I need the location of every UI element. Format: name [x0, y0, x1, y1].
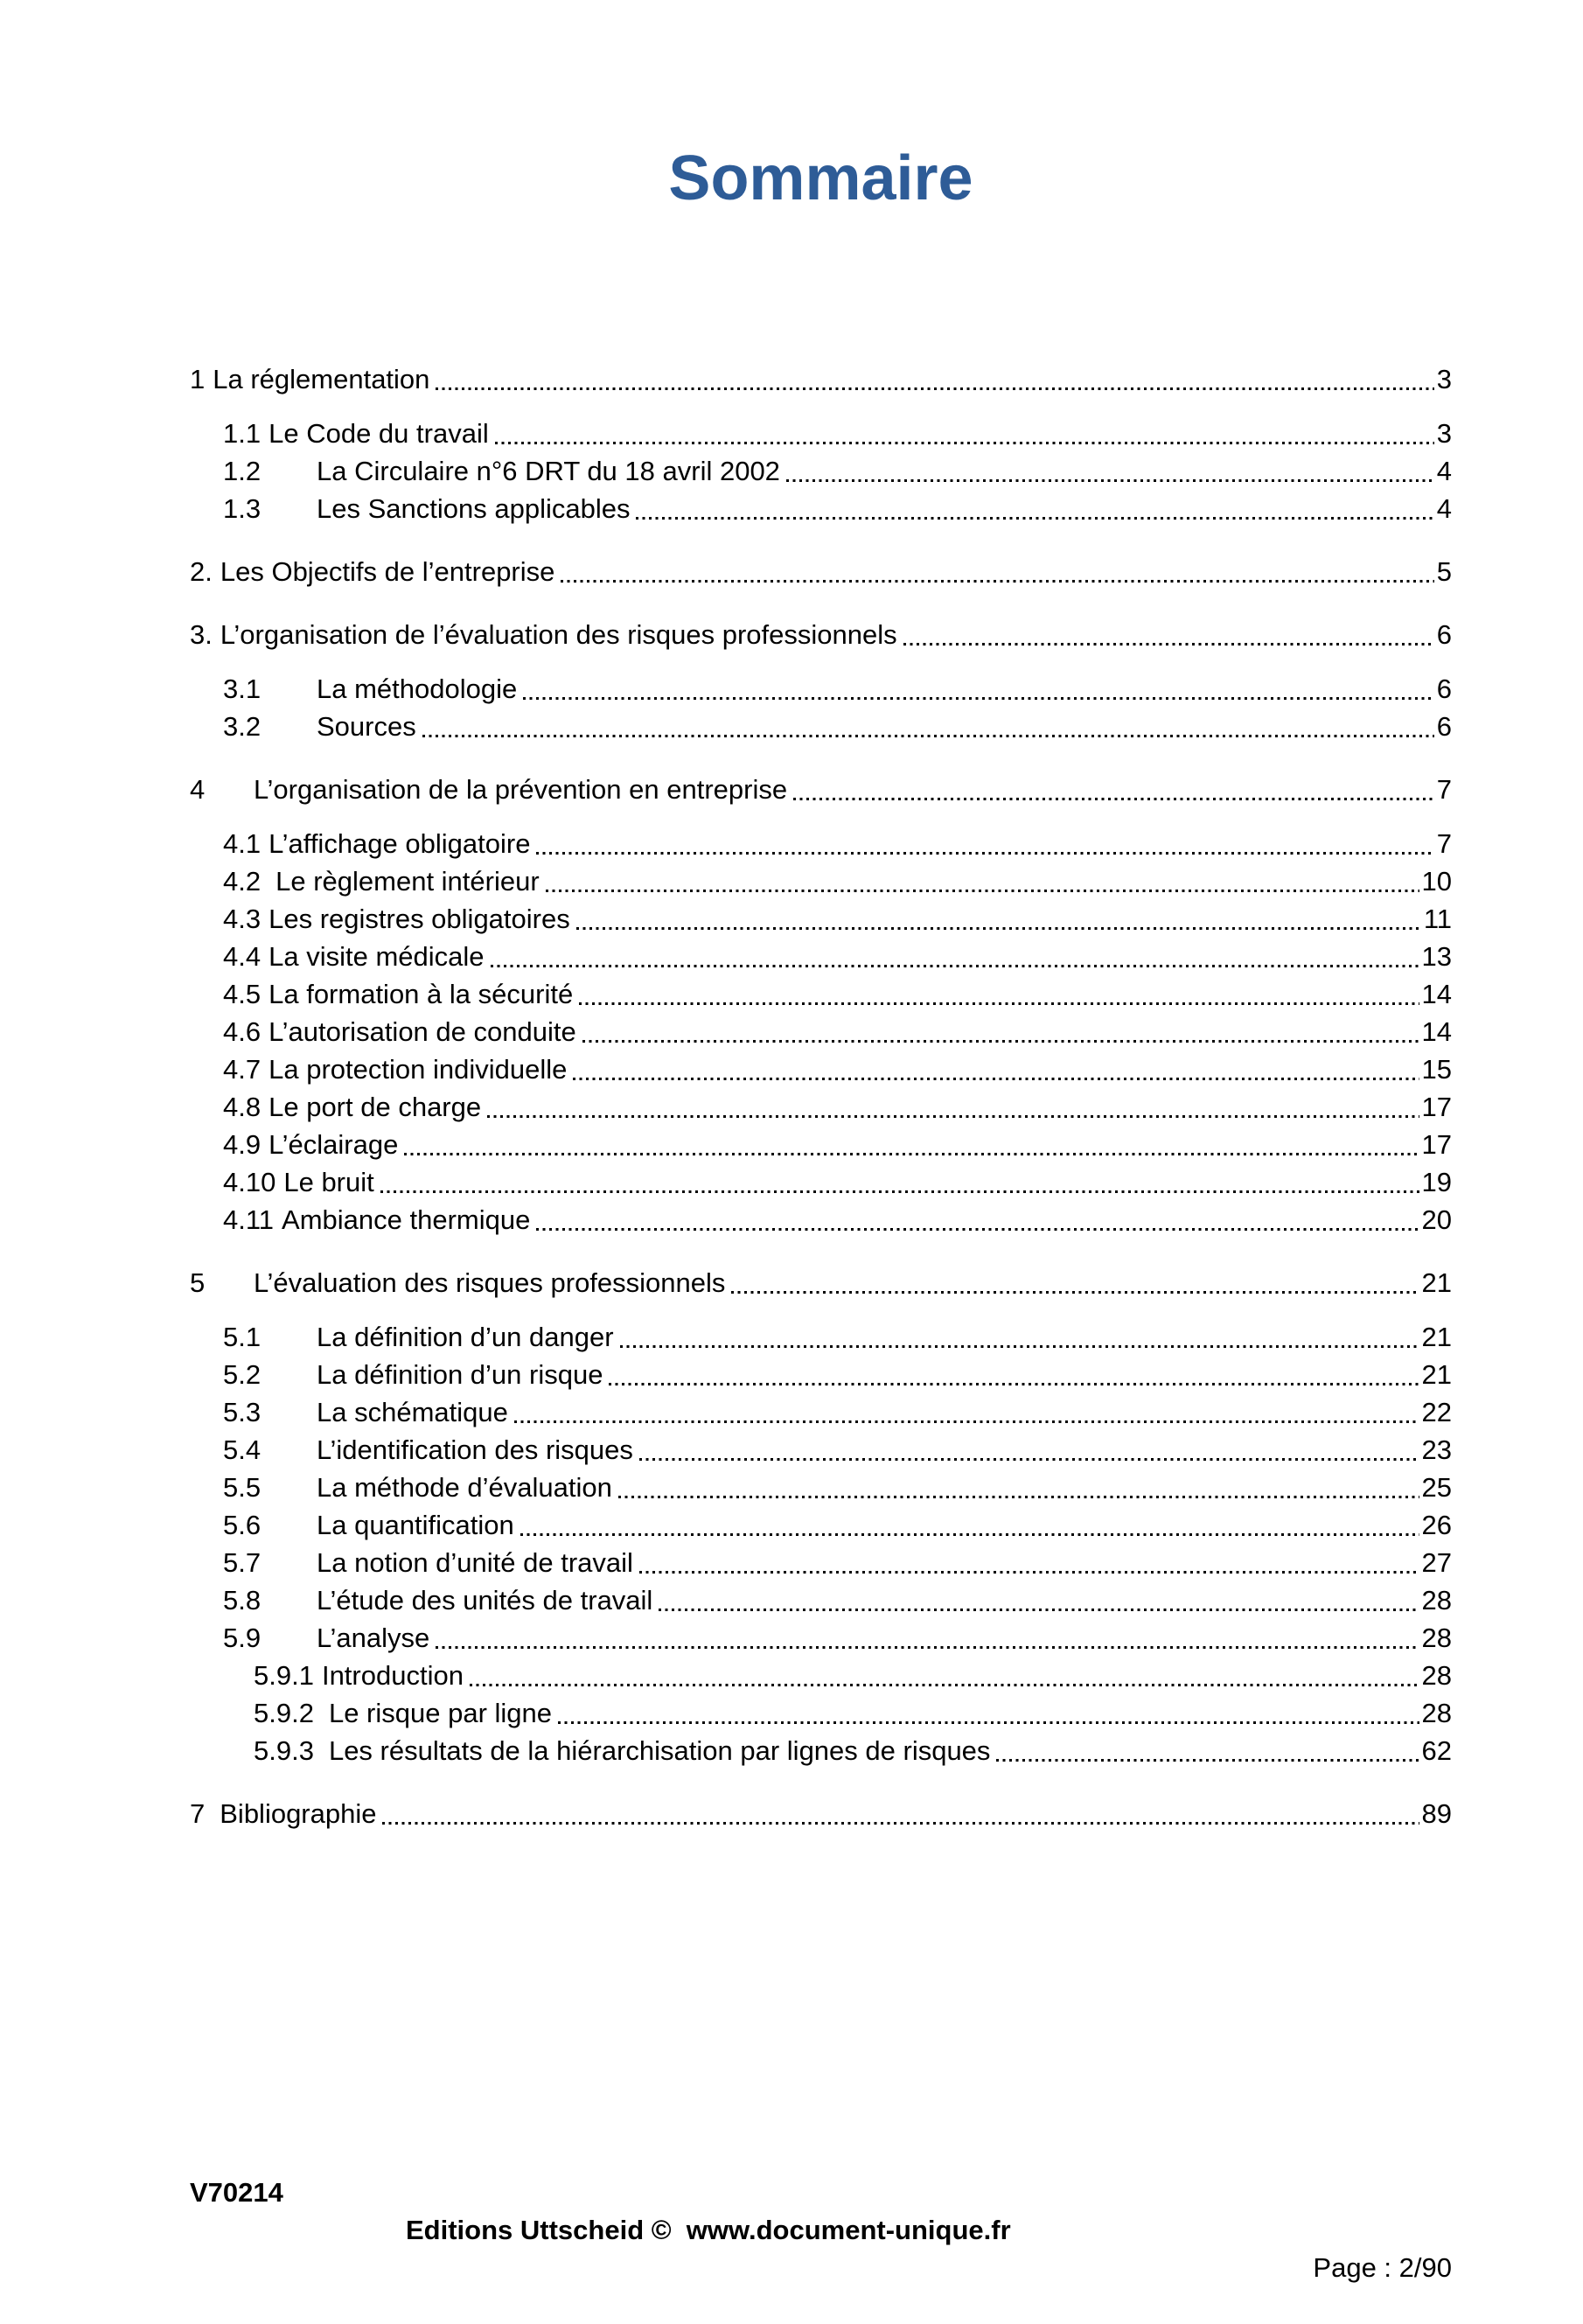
toc-entry-title: Ambiance thermique — [282, 1204, 531, 1235]
toc-entry-page: 21 — [1421, 1322, 1452, 1352]
toc-entry[interactable] — [190, 670, 1452, 708]
toc-entry[interactable] — [190, 825, 1452, 862]
dot-leader — [786, 479, 1434, 482]
dot-leader — [659, 1609, 1419, 1611]
dot-leader — [436, 1646, 1419, 1649]
toc-entry-title: L’étude des unités de travail — [317, 1585, 653, 1616]
toc-entry-page: 21 — [1421, 1267, 1452, 1298]
dot-leader — [996, 1759, 1419, 1762]
toc-entry-number: 4 — [190, 774, 206, 805]
toc-entry[interactable] — [190, 1163, 1452, 1201]
toc-entry-title: Le règlement intérieur — [275, 866, 540, 897]
toc-entry-number: 4.10 — [223, 1167, 276, 1197]
toc-entry-page: 13 — [1421, 941, 1452, 972]
toc-entry-title: La définition d’un risque — [317, 1359, 603, 1390]
toc-entry[interactable] — [190, 938, 1452, 975]
dot-leader — [491, 965, 1419, 967]
toc-entry-number: 4.6 — [223, 1016, 262, 1047]
toc-entry[interactable] — [190, 616, 1452, 653]
toc-entry-number: 4.5 — [223, 979, 262, 1009]
toc-entry-page: 22 — [1421, 1397, 1452, 1427]
toc-entry-number: 1.3 — [223, 493, 262, 524]
toc-entry-page: 25 — [1421, 1472, 1452, 1503]
toc-entry[interactable] — [190, 975, 1452, 1013]
dot-leader — [579, 1002, 1419, 1005]
toc-entry-page: 17 — [1421, 1092, 1452, 1122]
toc-entry-title: La visite médicale — [268, 941, 485, 972]
toc-entry-number: 4.9 — [223, 1129, 262, 1160]
toc-entry-number: 5.4 — [223, 1434, 262, 1465]
toc-entry-title: Introduction — [321, 1660, 464, 1691]
toc-entry[interactable] — [190, 1126, 1452, 1163]
footer-publisher: Editions Uttscheid © www.document-unique.fr — [406, 2215, 1011, 2245]
toc-entry[interactable] — [190, 1469, 1452, 1506]
toc-entry-number: 5.1 — [223, 1322, 262, 1352]
toc-entry-title: La définition d’un danger — [317, 1322, 614, 1352]
toc-entry-number: 4.7 — [223, 1054, 262, 1085]
toc-entry-title: La notion d’unité de travail — [317, 1547, 633, 1578]
footer-doc-code: V70214 — [190, 2177, 283, 2208]
toc-entry-number: 3.1 — [223, 673, 262, 704]
toc-entry-page: 26 — [1421, 1510, 1452, 1540]
toc-entry[interactable] — [190, 1544, 1452, 1581]
toc-entry-number: 3. — [190, 619, 213, 650]
toc-entry-page: 6 — [1436, 673, 1452, 704]
dot-leader — [495, 442, 1434, 444]
toc-entry-title: L’organisation de la prévention en entreprise — [254, 774, 788, 805]
dot-leader — [576, 927, 1421, 930]
toc-entry-title: L’identification des risques — [317, 1434, 633, 1465]
toc-entry-page: 10 — [1421, 866, 1452, 897]
toc-entry-number: 1.1 — [223, 418, 262, 449]
dot-leader — [520, 1533, 1419, 1536]
dot-leader — [636, 517, 1433, 520]
toc-entry-title: La réglementation — [213, 364, 430, 394]
toc-entry-number: 5.6 — [223, 1510, 262, 1540]
toc-entry-number: 5.9.3 — [254, 1735, 314, 1766]
toc-entry-number: 5.9.1 — [254, 1660, 314, 1691]
toc-entry-page: 89 — [1421, 1798, 1452, 1829]
toc-entry[interactable] — [190, 1795, 1452, 1832]
toc-entry-number: 4.1 — [223, 828, 262, 859]
toc-entry-page: 28 — [1421, 1660, 1452, 1691]
toc-entry-page: 4 — [1436, 456, 1452, 486]
toc-entry-title: Le Code du travail — [268, 418, 489, 449]
toc-entry-page: 28 — [1421, 1623, 1452, 1653]
toc-entry-title: La protection individuelle — [268, 1054, 568, 1085]
toc-entry-title: L’affichage obligatoire — [268, 828, 531, 859]
toc-entry-number: 3.2 — [223, 711, 262, 742]
toc-entry[interactable] — [190, 1619, 1452, 1657]
toc-entry-number: 1 — [190, 364, 206, 394]
toc-entry-page: 5 — [1436, 556, 1452, 587]
toc-entry-number: 4.8 — [223, 1092, 262, 1122]
toc-entry[interactable] — [190, 1393, 1452, 1431]
toc-entry-title: Le risque par ligne — [328, 1698, 553, 1728]
toc-entry-page: 28 — [1421, 1698, 1452, 1728]
dot-leader — [620, 1345, 1419, 1348]
toc-entry[interactable] — [190, 415, 1452, 452]
toc-entry-number: 5.7 — [223, 1547, 262, 1578]
toc-entry-page: 21 — [1421, 1359, 1452, 1390]
toc-entry-title: La méthodologie — [317, 673, 518, 704]
toc-entry-page: 6 — [1436, 711, 1452, 742]
toc-entry[interactable] — [190, 1581, 1452, 1619]
toc-entry-page: 4 — [1436, 493, 1452, 524]
toc-entry[interactable] — [190, 360, 1452, 398]
toc-entry-page: 14 — [1421, 979, 1452, 1009]
toc-entry-page: 11 — [1423, 904, 1452, 934]
toc-entry[interactable] — [190, 771, 1452, 808]
toc-entry-number: 4.11 — [223, 1204, 275, 1235]
toc-entry-title: L’évaluation des risques professionnels — [254, 1267, 726, 1298]
toc-entry-title: Les Sanctions applicables — [317, 493, 631, 524]
dot-leader — [609, 1383, 1419, 1385]
dot-leader — [536, 1228, 1419, 1231]
toc-entry[interactable] — [190, 862, 1452, 900]
toc-entry-number: 1.2 — [223, 456, 262, 486]
table-of-contents — [190, 360, 1452, 1849]
toc-entry[interactable] — [190, 1431, 1452, 1469]
toc-entry-page: 28 — [1421, 1585, 1452, 1616]
toc-entry-page: 20 — [1421, 1204, 1452, 1235]
toc-entry-page: 7 — [1436, 828, 1452, 859]
toc-entry-number: 5.3 — [223, 1397, 262, 1427]
toc-entry[interactable] — [190, 1088, 1452, 1126]
toc-entry-page: 6 — [1436, 619, 1452, 650]
dot-leader — [487, 1115, 1419, 1118]
toc-entry-title: La schématique — [317, 1397, 508, 1427]
toc-entry-title: L’autorisation de conduite — [268, 1016, 576, 1047]
dot-leader — [470, 1684, 1419, 1686]
toc-entry[interactable] — [190, 452, 1452, 490]
toc-entry[interactable] — [190, 1318, 1452, 1356]
toc-entry-page: 15 — [1421, 1054, 1452, 1085]
toc-entry[interactable] — [190, 1657, 1452, 1694]
toc-entry-page: 3 — [1436, 418, 1452, 449]
toc-entry[interactable] — [190, 1264, 1452, 1302]
toc-entry-number: 7 — [190, 1798, 206, 1829]
toc-entry[interactable] — [190, 1201, 1452, 1239]
toc-entry[interactable] — [190, 1050, 1452, 1088]
toc-entry-page: 27 — [1421, 1547, 1452, 1578]
toc-entry-page: 19 — [1421, 1167, 1452, 1197]
dot-leader — [404, 1153, 1419, 1155]
toc-entry-title: La méthode d’évaluation — [317, 1472, 612, 1503]
toc-entry-number: 5.2 — [223, 1359, 262, 1390]
toc-entry-number: 5.5 — [223, 1472, 262, 1503]
toc-entry-title: La Circulaire n°6 DRT du 18 avril 2002 — [317, 456, 780, 486]
dot-leader — [561, 580, 1433, 583]
dot-leader — [380, 1190, 1419, 1193]
toc-entry-number: 5 — [190, 1267, 206, 1298]
toc-entry[interactable] — [190, 708, 1452, 745]
dot-leader — [546, 890, 1419, 892]
toc-entry-number: 4.3 — [223, 904, 262, 934]
toc-entry-title: L’analyse — [317, 1623, 430, 1653]
toc-entry-page: 14 — [1421, 1016, 1452, 1047]
toc-entry[interactable] — [190, 1013, 1452, 1050]
dot-leader — [422, 735, 1434, 737]
dot-leader — [582, 1040, 1419, 1043]
dot-leader — [536, 852, 1433, 855]
toc-entry[interactable] — [190, 490, 1452, 527]
toc-entry-title: La formation à la sécurité — [268, 979, 574, 1009]
toc-entry[interactable] — [190, 1732, 1452, 1769]
page-title: Sommaire — [668, 143, 973, 213]
dot-leader — [523, 697, 1434, 700]
toc-entry-page: 23 — [1421, 1434, 1452, 1465]
toc-entry-title: Les résultats de la hiérarchisation par lignes de risques — [328, 1735, 991, 1766]
toc-entry-title: L’éclairage — [268, 1129, 399, 1160]
toc-entry-number: 5.8 — [223, 1585, 262, 1616]
dot-leader — [639, 1571, 1419, 1574]
toc-entry-title: Sources — [317, 711, 416, 742]
toc-entry[interactable] — [190, 900, 1452, 938]
page-footer — [190, 2136, 1452, 2283]
toc-entry-title: Les Objectifs de l’entreprise — [220, 556, 555, 587]
toc-entry[interactable] — [190, 553, 1452, 590]
toc-entry[interactable] — [190, 1506, 1452, 1544]
toc-entry-number: 5.9.2 — [254, 1698, 314, 1728]
toc-entry-title: L’organisation de l’évaluation des risques professionnels — [220, 619, 897, 650]
toc-entry-page: 62 — [1421, 1735, 1452, 1766]
toc-entry[interactable] — [190, 1356, 1452, 1393]
dot-leader — [436, 387, 1433, 390]
dot-leader — [639, 1458, 1419, 1461]
toc-entry-number: 4.2 — [223, 866, 262, 897]
dot-leader — [573, 1078, 1419, 1080]
dot-leader — [382, 1822, 1419, 1825]
dot-leader — [618, 1496, 1419, 1498]
toc-entry-number: 5.9 — [223, 1623, 262, 1653]
toc-entry-title: Le port de charge — [268, 1092, 482, 1122]
toc-entry-page: 17 — [1421, 1129, 1452, 1160]
toc-entry-title: Bibliographie — [220, 1798, 377, 1829]
toc-entry-title: Les registres obligatoires — [268, 904, 570, 934]
toc-entry-page: 7 — [1436, 774, 1452, 805]
toc-entry-number: 2. — [190, 556, 213, 587]
toc-entry-number: 4.4 — [223, 941, 262, 972]
footer-page-number: Page : 2/90 — [1313, 2252, 1452, 2283]
toc-entry-title: Le bruit — [283, 1167, 374, 1197]
dot-leader — [903, 643, 1434, 646]
toc-entry[interactable] — [190, 1694, 1452, 1732]
dot-leader — [731, 1291, 1419, 1294]
toc-entry-page: 3 — [1436, 364, 1452, 394]
dot-leader — [793, 798, 1434, 800]
dot-leader — [558, 1721, 1419, 1724]
dot-leader — [514, 1420, 1419, 1423]
toc-entry-title: La quantification — [317, 1510, 514, 1540]
